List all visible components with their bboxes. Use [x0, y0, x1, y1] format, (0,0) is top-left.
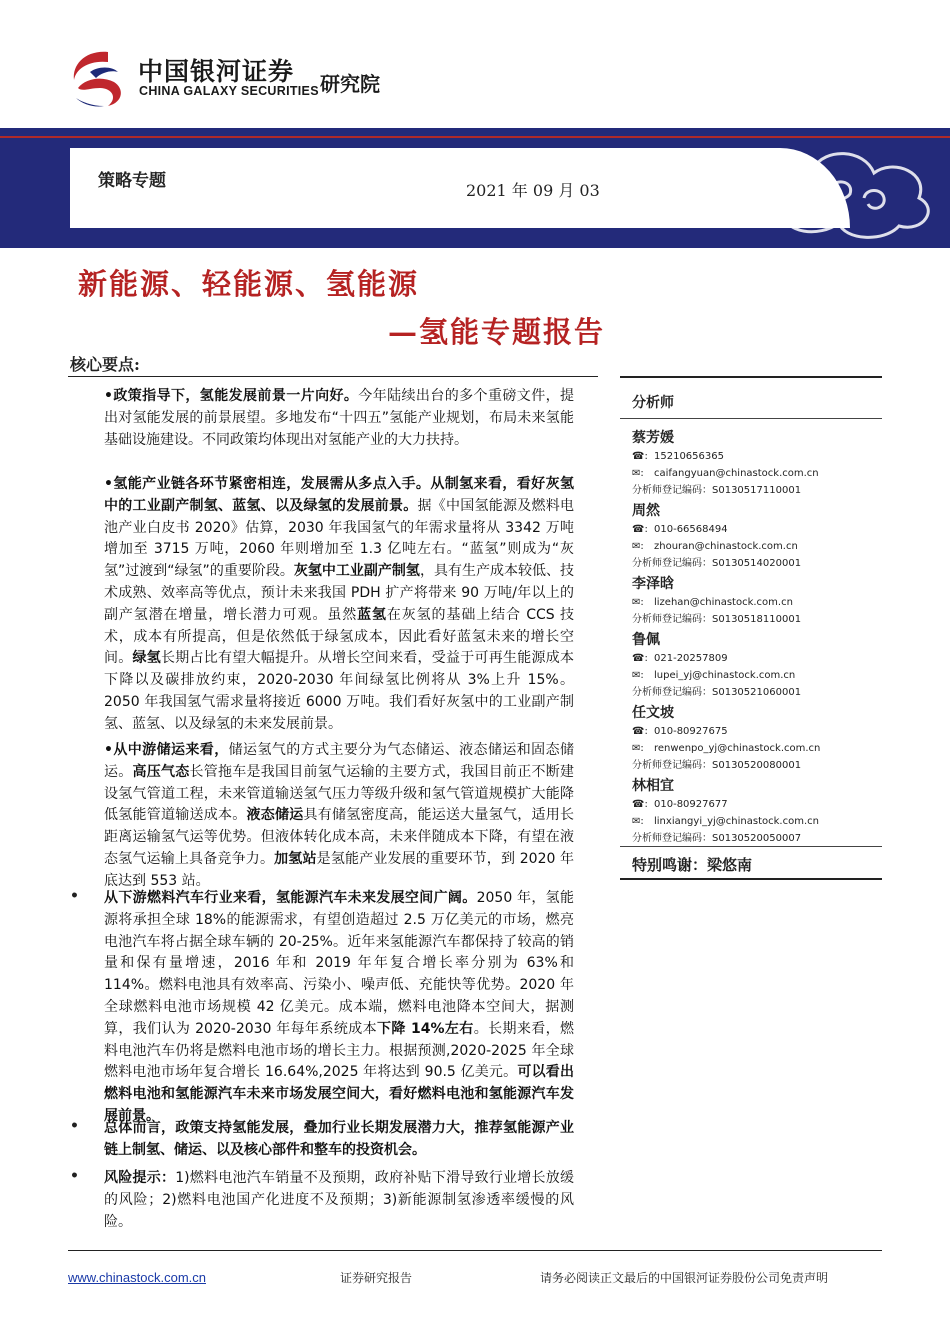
risk-warning-text: 1)燃料电池汽车销量不及预期，政府补贴下滑导致行业增长放缓的风险；2)燃料电池国产化进度不及预期；3)新能源制氢渗透率缓慢的风险。	[104, 1170, 575, 1230]
key-point-production	[104, 474, 574, 736]
analyst-email[interactable]: lupei_yj@chinastock.com.cn	[654, 670, 796, 681]
analyst-registration: 分析师登记编码：S0130518110001	[632, 614, 802, 625]
key-point-downstream-text-c: 。长期来看，燃料电池汽车仍将是燃料电池市场的增长主力。根据预测,2020-2025 年全球燃料电池市场年复合增长 16.64%,2025 年将达到 90.5 亿美元。	[104, 1020, 574, 1081]
bullet-downstream: •	[70, 888, 79, 904]
grey-hydrogen-label: 灰氢中工业副产制氢	[293, 563, 420, 580]
analyst-email[interactable]: caifangyuan@chinastock.com.cn	[654, 468, 819, 479]
key-point-policy-lead: •政策指导下，氢能发展前景一片向好。	[104, 388, 359, 404]
analyst-registration: 分析师登记编码：S0130514020001	[632, 558, 802, 569]
risk-warning	[104, 1168, 574, 1233]
key-point-midstream-text-a: 储运氢气的方式主要分为气态储运、液态储运和固态储运。	[104, 742, 575, 780]
footer-report-type: 证券研究报告	[340, 1271, 413, 1285]
report-title-line1: 新能源、轻能源、氢能源	[78, 267, 420, 301]
analyst-phone: 010-66568494	[654, 524, 728, 535]
key-point-production-text-c: 在灰氢的基础上结合 CCS 技术，成本有所提高，但是依然低于绿氢成本，因此看好蓝氢未来的增长空间。	[104, 606, 575, 667]
key-point-policy	[104, 386, 574, 451]
thanks-bottom-rule	[620, 878, 882, 880]
sidebar-top-rule	[620, 376, 882, 378]
key-points-divider	[68, 376, 598, 377]
report-title-line2: —氢能专题报告	[388, 315, 606, 349]
analyst-card	[632, 501, 887, 572]
key-point-downstream-text-a: 2050 年，氢能源将承担全球 18%的能源需求，有望创造超过 2.5 万亿美元的市场，燃亮电池汽车将占据全球车辆的 20-25%。近年来氢能源汽车都保持了较高的销量和保有量增速，2016 年和 2019 年年复合增长率分别为 63%和 114%。燃料电池具有效率高、污染小、噪声低、充能快等优势。2020 年全球燃料电池市场规模 42 亿美元。成本端，燃料电池降本空间大，据测算，我们认为 2020-2030 年每年系统成本	[104, 890, 574, 1037]
analyst-heading: 分析师	[632, 395, 674, 411]
key-points-heading: 核心要点:	[70, 355, 140, 374]
auspicious-cloud-icon	[714, 128, 944, 248]
analyst-phone: 15210656365	[654, 451, 724, 462]
key-point-midstream-lead: •从中游储运来看，	[104, 742, 229, 758]
blue-hydrogen-label: 蓝氢	[357, 606, 387, 623]
thanks-divider	[620, 846, 882, 847]
analyst-name: 周然	[632, 503, 660, 519]
analyst-email[interactable]: renwenpo_yj@chinastock.com.cn	[654, 743, 821, 754]
phone-icon: ☎:	[632, 726, 648, 737]
key-point-production-lead: •氢能产业链各环节紧密相连，发展需从多点入手。从制氢来看，看好灰氢中的工业副产制氢、蓝氢、以及绿氢的发展前景。	[104, 476, 574, 514]
report-date: 2021 年 09 月 03	[466, 181, 600, 200]
analyst-email[interactable]: lizehan@chinastock.com.cn	[654, 597, 793, 608]
key-point-midstream	[104, 740, 574, 893]
research-institute-label: 研究院	[320, 72, 380, 96]
analyst-list	[632, 428, 887, 849]
key-point-downstream	[104, 888, 574, 1128]
cost-decline-label: 下降 14%左右	[376, 1020, 474, 1037]
high-pressure-gas-label: 高压气态	[132, 763, 190, 780]
analyst-name: 任文坡	[632, 705, 674, 721]
key-point-midstream-text-b: 长管拖车是我国目前氢气运输的主要方式，我国目前正不断建设氢气管道工程，未来管道输送氢气压力等级升级和氢气管道规模扩大能降低氢能管道输送成本。	[104, 763, 574, 824]
phone-icon: ☎:	[632, 653, 648, 664]
mail-icon: ✉:	[632, 468, 644, 479]
bullet-risk: •	[70, 1168, 79, 1184]
brand-name-en: CHINA GALAXY SECURITIES	[139, 84, 319, 98]
key-point-downstream-conclusion: 可以看出燃料电池和氢能源汽车未来市场发展空间大，看好燃料电池和氢能源汽车发展前景。	[104, 1064, 575, 1124]
key-point-policy-text: 今年陆续出台的多个重磅文件，提出对氢能发展的前景展望。多地发布“十四五”氢能产业规划，布局未来氢能基础设施建设。不同政策均体现出对氢能产业的大力扶持。	[104, 388, 575, 448]
green-hydrogen-label: 绿氢	[132, 650, 161, 667]
analyst-name: 李泽晗	[632, 576, 674, 592]
analyst-registration: 分析师登记编码：S0130520080001	[632, 760, 802, 771]
key-point-summary	[104, 1118, 574, 1162]
analyst-email[interactable]: zhouran@chinastock.com.cn	[654, 541, 798, 552]
key-point-midstream-text-d: 是氢能产业发展的重要环节，到 2020 年底达到 553 站。	[104, 850, 575, 889]
key-point-midstream-text-c: 具有储氢密度高，能运送大量氢气，适用长距离运输氢气运等优势。但液体转化成本高，未来伴随成本下降，有望在液态氢气运输上具备竞争力。	[104, 807, 574, 867]
analyst-card	[632, 776, 887, 847]
analyst-phone: 010-80927677	[654, 799, 728, 810]
key-point-production-text-d: 长期占比有望大幅提升。从增长空间来看，受益于可再生能源成本下降以及碳排放约束，2020-2030 年间绿氢比例将从 3%上升 15%。2050 年我国氢气需求量将接近 6000 万吨。我们看好灰氢中的工业副产制氢、蓝氢、以及绿氢的未来发展前景。	[104, 650, 574, 732]
analyst-email[interactable]: linxiangyi_yj@chinastock.com.cn	[654, 816, 819, 827]
analyst-phone: 010-80927675	[654, 726, 728, 737]
special-thanks: 特别鸣谢：梁悠南	[632, 856, 753, 874]
mail-icon: ✉:	[632, 816, 644, 827]
analyst-registration: 分析师登记编码：S0130521060001	[632, 687, 802, 698]
key-point-downstream-lead: 从下游燃料汽车行业来看，氢能源汽车未来发展空间广阔。	[104, 890, 477, 906]
footer-divider	[68, 1250, 882, 1251]
analyst-card	[632, 630, 887, 701]
phone-icon: ☎:	[632, 451, 648, 462]
mail-icon: ✉:	[632, 597, 644, 608]
analyst-card	[632, 574, 887, 628]
key-point-production-text-a: 据《中国氢能源及燃料电池产业白皮书 2020》估算，2030 年我国氢气的年需求量将从 3342 万吨增加至 3715 万吨，2060 年则增加至 1.3 亿吨左右。“蓝氢”则成为“灰氢”过渡到“绿氢”的重要阶段。	[104, 497, 574, 580]
sidebar-divider	[620, 418, 882, 419]
bullet-summary: •	[70, 1118, 79, 1134]
mail-icon: ✉:	[632, 743, 644, 754]
mail-icon: ✉:	[632, 541, 644, 552]
analyst-registration: 分析师登记编码：S0130520050007	[632, 833, 802, 844]
analyst-registration: 分析师登记编码：S0130517110001	[632, 485, 802, 496]
phone-icon: ☎:	[632, 524, 648, 535]
analyst-card	[632, 703, 887, 774]
brand-name-cn: 中国银河证券	[138, 57, 295, 86]
analyst-name: 蔡芳媛	[632, 430, 674, 446]
analyst-name: 鲁佩	[632, 632, 660, 648]
mail-icon: ✉:	[632, 670, 644, 681]
phone-icon: ☎:	[632, 799, 648, 810]
analyst-card	[632, 428, 887, 499]
analyst-name: 林相宜	[632, 778, 674, 794]
risk-warning-label: 风险提示：	[104, 1170, 176, 1186]
footer-disclaimer: 请务必阅读正文最后的中国银河证券股份公司免责声明	[540, 1271, 829, 1285]
footer-website-link[interactable]: www.chinastock.com.cn	[68, 1270, 206, 1285]
key-point-summary-text: 总体而言，政策支持氢能发展，叠加行业长期发展潜力大，推荐氢能源产业链上制氢、储运、以及核心部件和整车的投资机会。	[104, 1120, 574, 1158]
galaxy-logo-icon	[68, 48, 132, 110]
report-category: 策略专题	[98, 171, 166, 191]
analyst-phone: 021-20257809	[654, 653, 728, 664]
hydrogen-station-label: 加氢站	[274, 850, 317, 867]
key-point-production-text-b: ，具有生产成本较低、技术成熟、效率高等优点，预计未来我国 PDH 扩产将带来 90 万吨/年以上的副产氢潜在增量，增长潜力可观。虽然	[104, 563, 575, 623]
liquid-storage-label: 液态储运	[246, 807, 304, 824]
